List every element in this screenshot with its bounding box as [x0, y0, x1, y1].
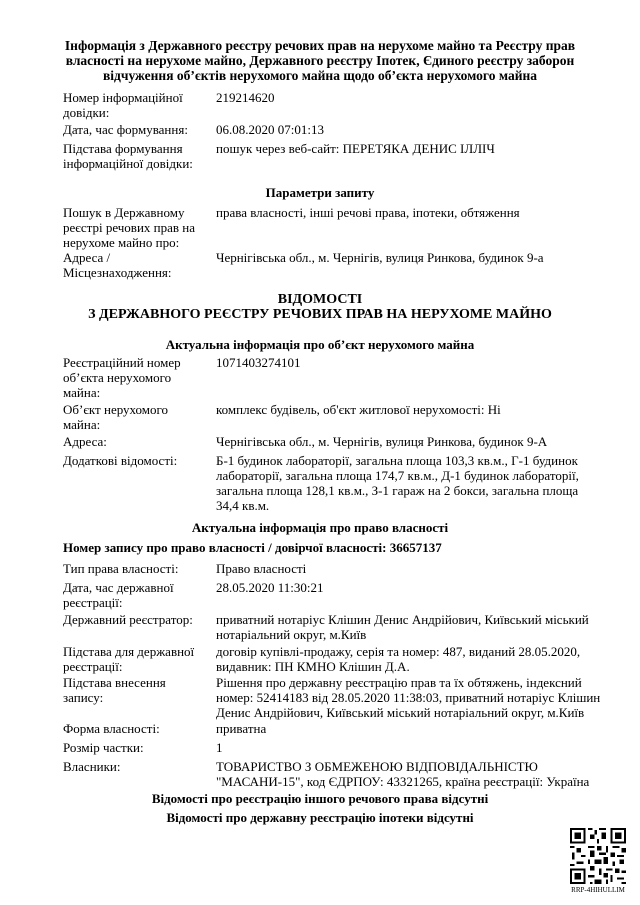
- mortgage-note: Відомості про державну реєстрацію іпотеки відсутні: [166, 810, 474, 825]
- other-rights-note: Відомості про реєстрацію іншого речового права відсутні: [151, 791, 489, 806]
- ownership-row-share: [63, 740, 603, 755]
- query-heading: Параметри запиту: [265, 185, 375, 200]
- document-title: [40, 38, 600, 83]
- field-value: Б-1 будинок лабораторії, загальна площа 103,3 кв.м., Г-1 будинок лабораторії, загальна площа 174,7 кв.м., Д-1 будинок лабораторії, загальна площа 128,1 кв.м., З-1 гараж на 2 бокси, загальна площа 34,4 кв.м.: [216, 453, 579, 513]
- field-value: 06.08.2020 07:01:13: [216, 122, 324, 137]
- field-label: Форма власності:: [63, 721, 160, 736]
- field-value: Чернігівська обл., м. Чернігів, вулиця Ринкова, будинок 9-А: [216, 434, 548, 449]
- field-label: Об’єкт нерухомого майна:: [63, 402, 169, 432]
- field-value: комплекс будівель, об'єкт житлової нерухомості: Ні: [216, 402, 501, 417]
- field-value: 28.05.2020 11:30:21: [216, 580, 324, 595]
- property-row-extra: [63, 453, 603, 513]
- query-row-address: [63, 250, 603, 280]
- ownership-row-form: [63, 721, 603, 736]
- field-label: Підстава для державної реєстрації:: [63, 644, 195, 674]
- field-label: Адреса:: [63, 434, 107, 449]
- field-value: договір купівлі-продажу, серія та номер: 487, виданий 28.05.2020, видавник: ПН КМНО Клішин Д.А.: [216, 644, 581, 674]
- field-label: Розмір частки:: [63, 740, 144, 755]
- field-value: пошук через веб-сайт: ПЕРЕТЯКА ДЕНИС ІЛЛІЧ: [216, 141, 495, 156]
- field-value: 1071403274101: [216, 355, 301, 370]
- property-row-regnum: [63, 355, 603, 400]
- ownership-row-basis: [63, 644, 603, 674]
- field-label: Реєстраційний номер об’єкта нерухомого майна:: [63, 355, 181, 400]
- ownership-row-owners: [63, 759, 603, 789]
- field-label: Дата, час державної реєстрації:: [63, 580, 174, 610]
- registry-heading: [40, 292, 600, 322]
- query-row-search: [63, 205, 603, 250]
- ownership-record-number: Номер запису про право власності / довірчої власності: 36657137: [63, 540, 442, 555]
- field-label: Підстава внесення запису:: [63, 675, 166, 705]
- property-row-address: [63, 434, 603, 449]
- field-value: приватний нотаріус Клішин Денис Андрійович, Київський міський нотаріальний округ, м.Київ: [216, 612, 589, 642]
- field-label: Додаткові відомості:: [63, 453, 178, 468]
- title-line: власності на нерухоме майно, Державного реєстру Іпотек, Єдиного реєстру заборон: [65, 53, 575, 68]
- info-row-basis: [63, 141, 603, 171]
- field-label: Державний реєстратор:: [63, 612, 193, 627]
- field-label: Адреса / Місцезнаходження:: [63, 250, 172, 280]
- field-value: Чернігівська обл., м. Чернігів, вулиця Ринкова, будинок 9-а: [216, 250, 544, 265]
- field-label: Підстава формування інформаційної довідки:: [63, 141, 193, 171]
- title-line: відчуження об’єктів нерухомого майна щодо об’єкта нерухомого майна: [102, 68, 538, 83]
- property-heading: Актуальна інформація про об’єкт нерухомого майна: [165, 337, 475, 352]
- field-label: Дата, час формування:: [63, 122, 188, 137]
- ownership-row-type: [63, 561, 603, 576]
- ownership-row-date: [63, 580, 603, 610]
- field-value: 1: [216, 740, 223, 755]
- field-value: приватна: [216, 721, 267, 736]
- ownership-row-entry-basis: [63, 675, 603, 720]
- title-line: Інформація з Державного реєстру речових прав на нерухоме майно та Реєстру прав: [64, 38, 576, 53]
- qr-code-icon: [570, 828, 626, 884]
- field-label: Номер інформаційної довідки:: [63, 90, 183, 120]
- ownership-heading: Актуальна інформація про право власності: [191, 520, 449, 535]
- field-value: 219214620: [216, 90, 275, 105]
- field-value: ТОВАРИСТВО З ОБМЕЖЕНОЮ ВІДПОВІДАЛЬНІСТЮ "МАСАНИ-15", код ЄДРПОУ: 43321265, країна реєстрації: Україна: [216, 759, 590, 789]
- field-label: Пошук в Державному реєстрі речових прав на нерухоме майно про:: [63, 205, 195, 250]
- registry-heading-line: ВІДОМОСТІ: [277, 292, 363, 307]
- field-value: права власності, інші речові права, іпотеки, обтяження: [216, 205, 520, 220]
- info-row-number: [63, 90, 603, 120]
- field-label: Власники:: [63, 759, 121, 774]
- field-value: Право власності: [216, 561, 307, 576]
- registry-heading-line: З ДЕРЖАВНОГО РЕЄСТРУ РЕЧОВИХ ПРАВ НА НЕРУХОМЕ МАЙНО: [88, 307, 552, 322]
- property-row-object: [63, 402, 603, 432]
- qr-caption: RRP-4HIHULLIM: [571, 886, 625, 894]
- field-value: Рішення про державну реєстрацію прав та їх обтяжень, індексний номер: 52414183 від 28.05.2020 11:38:03, приватний нотаріус Клішин Денис Андрійович, Київський міський нотаріальний округ, м.Київ: [216, 675, 601, 720]
- info-row-date: [63, 122, 603, 137]
- field-label: Тип права власності:: [63, 561, 179, 576]
- ownership-row-registrar: [63, 612, 603, 642]
